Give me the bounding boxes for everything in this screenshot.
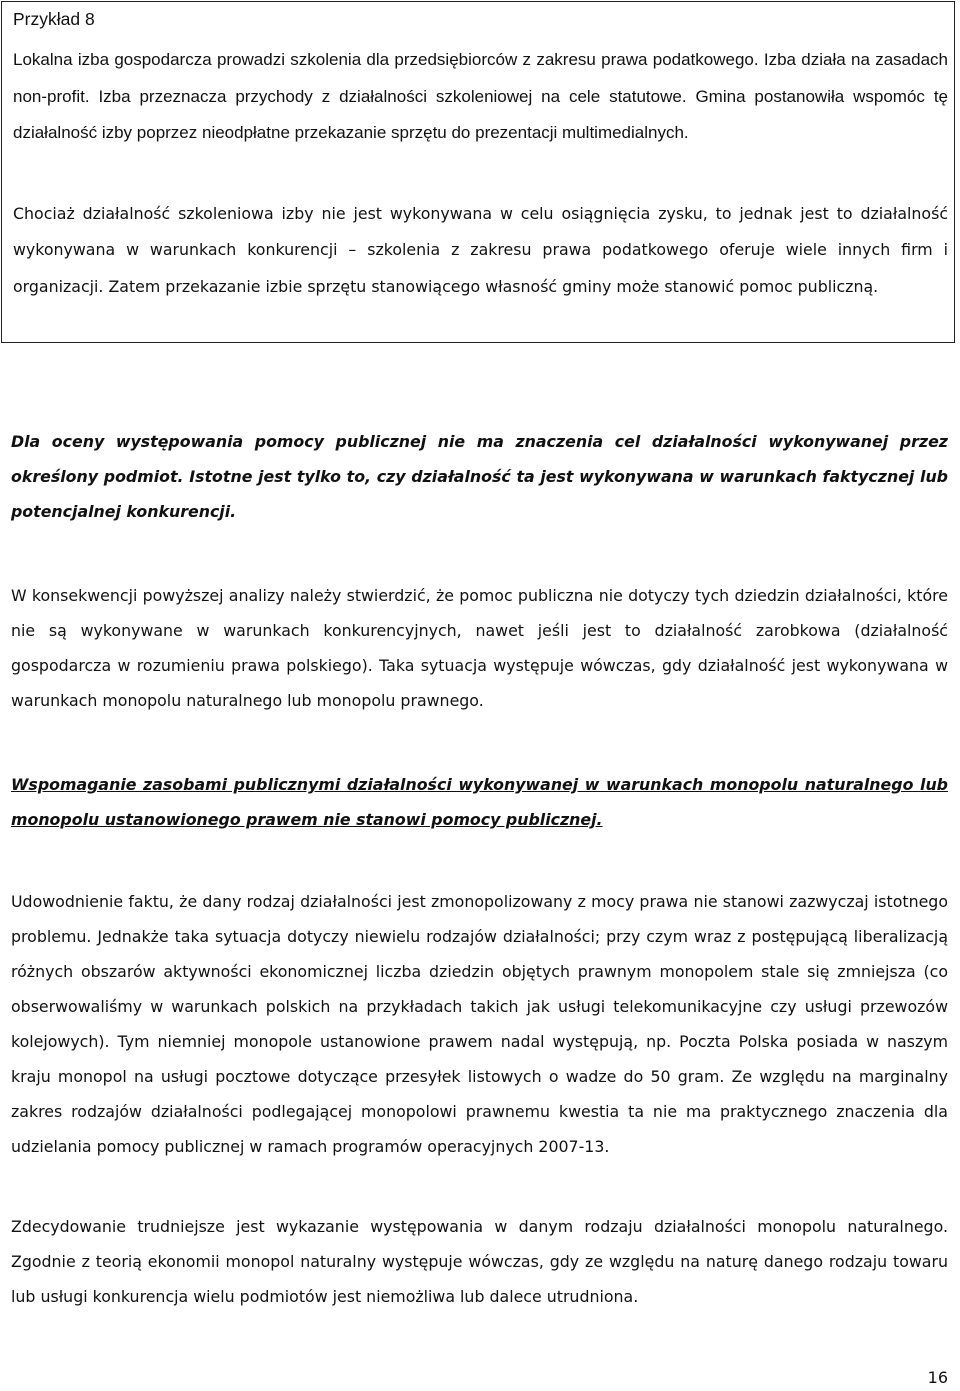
paragraph-consequence: W konsekwencji powyższej analizy należy stwierdzić, że pomoc publiczna nie dotyczy tych dziedzin działalności, które nie są wykonywane w warunkach konkurencyjnych, nawet jeśli jest to działalność zarobkowa (działalność gospodarcza w rozumieniu prawa polskiego). Taka sytuacja występuje wówczas, gdy działalność jest wykonywana w warunkach monopolu naturalnego lub monopolu prawnego. — [11, 586, 948, 710]
paragraph-harder: Zdecydowanie trudniejsze jest wykazanie występowania w danym rodzaju działalności monopolu naturalnego. Zgodnie z teorią ekonomii monopol naturalny występuje wówczas, gdy ze względu na naturę danego rodzaju towaru lub usługi konkurencja wielu podmiotów jest niemożliwa lub dalece utrudniona. — [11, 1217, 948, 1306]
page-number: 16 — [927, 1368, 948, 1387]
emphasis-monopoly: Wspomaganie zasobami publicznymi działalności wykonywanej w warunkach monopolu naturalnego lub monopolu ustanowionego prawem nie stanowi pomocy publicznej. — [11, 775, 948, 829]
example-paragraph-1: Lokalna izba gospodarcza prowadzi szkolenia dla przedsiębiorców z zakresu prawa podatkowego. Izba działa na zasadach non-profit. Izba przeznacza przychody z działalności szkoleniowej na cele statutowe. Gmina postanowiła wspomóc tę działalność izby poprzez nieodpłatne przekazanie sprzętu do prezentacji multimedialnych. — [13, 50, 948, 142]
emphasis-conclusion: Dla oceny występowania pomocy publicznej nie ma znaczenia cel działalności wykonywanej przez określony podmiot. Istotne jest tylko to, czy działalność ta jest wykonywana w warunkach faktycznej lub potencjalnej konkurencji. — [11, 432, 948, 521]
paragraph-proof: Udowodnienie faktu, że dany rodzaj działalności jest zmonopolizowany z mocy prawa nie stanowi zazwyczaj istotnego problemu. Jednakże taka sytuacja dotyczy niewielu rodzajów działalności; przy czym wraz z postępującą liberalizacją różnych obszarów aktywności ekonomicznej liczba dziedzin objętych prawnym monopolem stale się zmniejsza (co obserwowaliśmy w warunkach polskich na przykładach takich jak usługi telekomunikacyjne czy usługi przewozów kolejowych). Tym niemniej monopole ustanowione prawem nadal występują, np. Poczta Polska posiada w naszym kraju monopol na usługi pocztowe dotyczące przesyłek listowych o wadze do 50 gram. Ze względu na marginalny zakres rodzajów działalności podlegającej monopolowi prawnemu kwestia ta nie ma praktycznego znaczenia dla udzielania pomocy publicznej w ramach programów operacyjnych 2007-13. — [11, 892, 948, 1156]
example-title: Przykład 8 — [13, 9, 95, 29]
example-paragraph-2: Chociaż działalność szkoleniowa izby nie jest wykonywana w celu osiągnięcia zysku, to jednak jest to działalność wykonywana w warunkach konkurencji – szkolenia z zakresu prawa podatkowego oferuje wiele innych firm i organizacji. Zatem przekazanie izbie sprzętu stanowiącego własność gminy może stanowić pomoc publiczną. — [13, 204, 948, 296]
example-box — [1, 1, 955, 343]
